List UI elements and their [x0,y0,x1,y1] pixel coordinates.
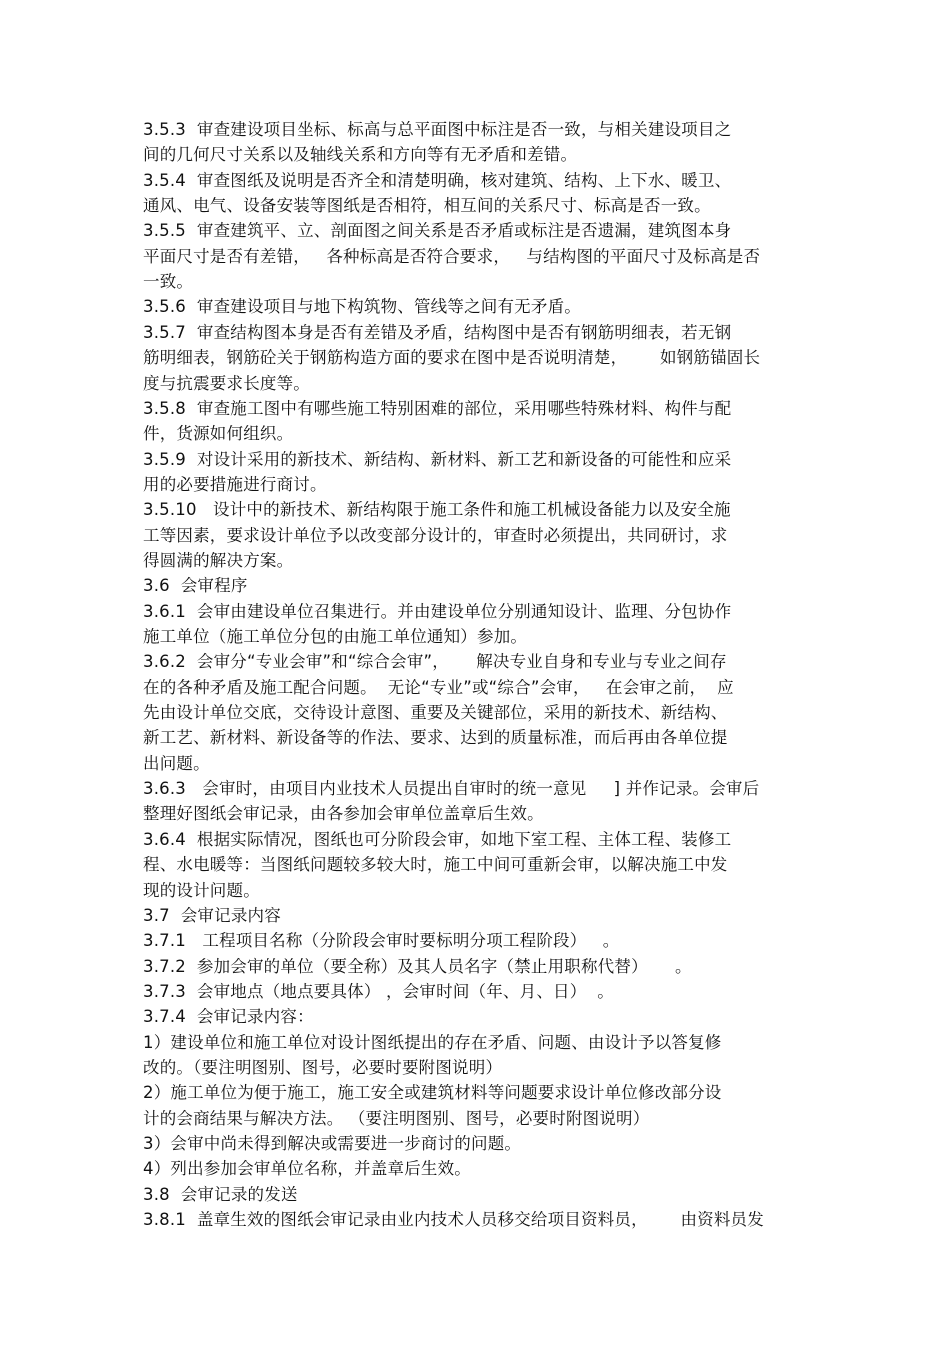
text-line: 程、水电暖等：当图纸问题较多较大时，施工中间可重新会审，以解决施工中发 [143,855,728,875]
text-line: 3.7 会审记录内容 [143,905,281,925]
text-line: 件，货源如何组织。 [143,424,294,444]
text-line: 3.5.6 审查建设项目与地下构筑物、管线等之间有无矛盾。 [143,297,581,317]
text-line: 3.5.7 审查结构图本身是否有差错及矛盾，结构图中是否有钢筋明细表，若无钢 [143,322,732,342]
text-line: 3.7.4 会审记录内容： [143,1007,314,1027]
text-line: 得圆满的解决方案。 [143,550,294,570]
text-line: 现的设计问题。 [143,880,260,900]
text-line: 平面尺寸是否有差错， 各种标高是否符合要求， 与结构图的平面尺寸及标高是否 [143,246,761,266]
text-line: 整理好图纸会审记录，由各参加会审单位盖章后生效。 [143,804,544,824]
text-line: 3.6.1 会审由建设单位召集进行。并由建设单位分别通知设计、监理、分包协作 [143,601,732,621]
text-line: 先由设计单位交底，交待设计意图、重要及关键部位，采用的新技术、新结构、 [143,703,728,723]
text-line: 度与抗震要求长度等。 [143,373,310,393]
text-line: 改的。（要注明图别、图号，必要时要附图说明） [143,1057,503,1077]
text-line: 新工艺、新材料、新设备等的作法、要求、达到的质量标准，而后再由各单位提 [143,728,728,748]
text-line: 施工单位（施工单位分包的由施工单位通知）参加。 [143,627,528,646]
text-line: 3.5.4 审查图纸及说明是否齐全和清楚明确，核对建筑、结构、上下水、暖卫、 [143,170,732,190]
text-line: 3.7.2 参加会审的单位（要全称）及其人员名字（禁止用职称代替） 。 [143,956,692,976]
text-line: 3.7.3 会审地点（地点要具体） ，会审时间（年、月、日） 。 [143,981,615,1001]
text-line: 计的会商结果与解决方法。 （要注明图别、图号，必要时附图说明） [143,1108,650,1128]
text-line: 3）会审中尚未得到解决或需要进一步商讨的问题。 [143,1134,522,1153]
text-line: 3.8.1 盖章生效的图纸会审记录由业内技术人员移交给项目资料员， 由资料员发 [143,1210,764,1230]
text-line: 出问题。 [143,753,210,773]
text-line: 筋明细表，钢筋砼关于钢筋构造方面的要求在图中是否说明清楚， 如钢筋锚固长 [143,348,761,368]
text-line: 3.5.8 审查施工图中有哪些施工特别困难的部位，采用哪些特殊材料、构件与配 [143,398,732,418]
text-line: 一致。 [143,272,194,292]
text-line: 3.5.3 审查建设项目坐标、标高与总平面图中标注是否一致，与相关建设项目之 [143,120,732,139]
text-line: 用的必要措施进行商讨。 [143,474,327,494]
text-line: 通风、电气、设备安装等图纸是否相符，相互间的关系尺寸、标高是否一致。 [143,196,711,216]
text-line: 在的各种矛盾及施工配合问题。 无论“专业”或“综合”会审， 在会审之前， 应 [143,677,734,697]
text-line: 3.5.10 设计中的新技术、新结构限于施工条件和施工机械设备能力以及安全施 [143,500,731,520]
text-line: 1）建设单位和施工单位对设计图纸提出的存在矛盾、问题、由设计予以答复修 [143,1032,722,1052]
text-line: 工等因素，要求设计单位予以改变部分设计的，审查时必须提出，共同研讨，求 [143,525,728,545]
text-line: 3.6.2 会审分“专业会审”和“综合会审”， 解决专业自身和专业与专业之间存 [143,652,727,672]
text-line: 3.7.1 工程项目名称（分阶段会审时要标明分项工程阶段） 。 [143,931,620,951]
text-line: 3.8 会审记录的发送 [143,1184,298,1204]
text-line: 3.5.9 对设计采用的新技术、新结构、新材料、新工艺和新设备的可能性和应采 [143,449,732,469]
text-line: 3.6.4 根据实际情况，图纸也可分阶段会审，如地下室工程、主体工程、装修工 [143,829,732,849]
text-line: 4）列出参加会审单位名称，并盖章后生效。 [143,1159,471,1179]
text-line: 3.5.5 审查建筑平、立、剖面图之间关系是否矛盾或标注是否遗漏，建筑图本身 [143,221,732,241]
text-line: 2）施工单位为便于施工，施工安全或建筑材料等问题要求设计单位修改部分设 [143,1083,722,1103]
text-line: 3.6.3 会审时，由项目内业技术人员提出自审时的统一意见 ] 并作记录。会审后 [143,779,760,799]
text-line: 3.6 会审程序 [143,576,248,596]
text-line: 间的几何尺寸关系以及轴线关系和方向等有无矛盾和差错。 [143,145,578,165]
